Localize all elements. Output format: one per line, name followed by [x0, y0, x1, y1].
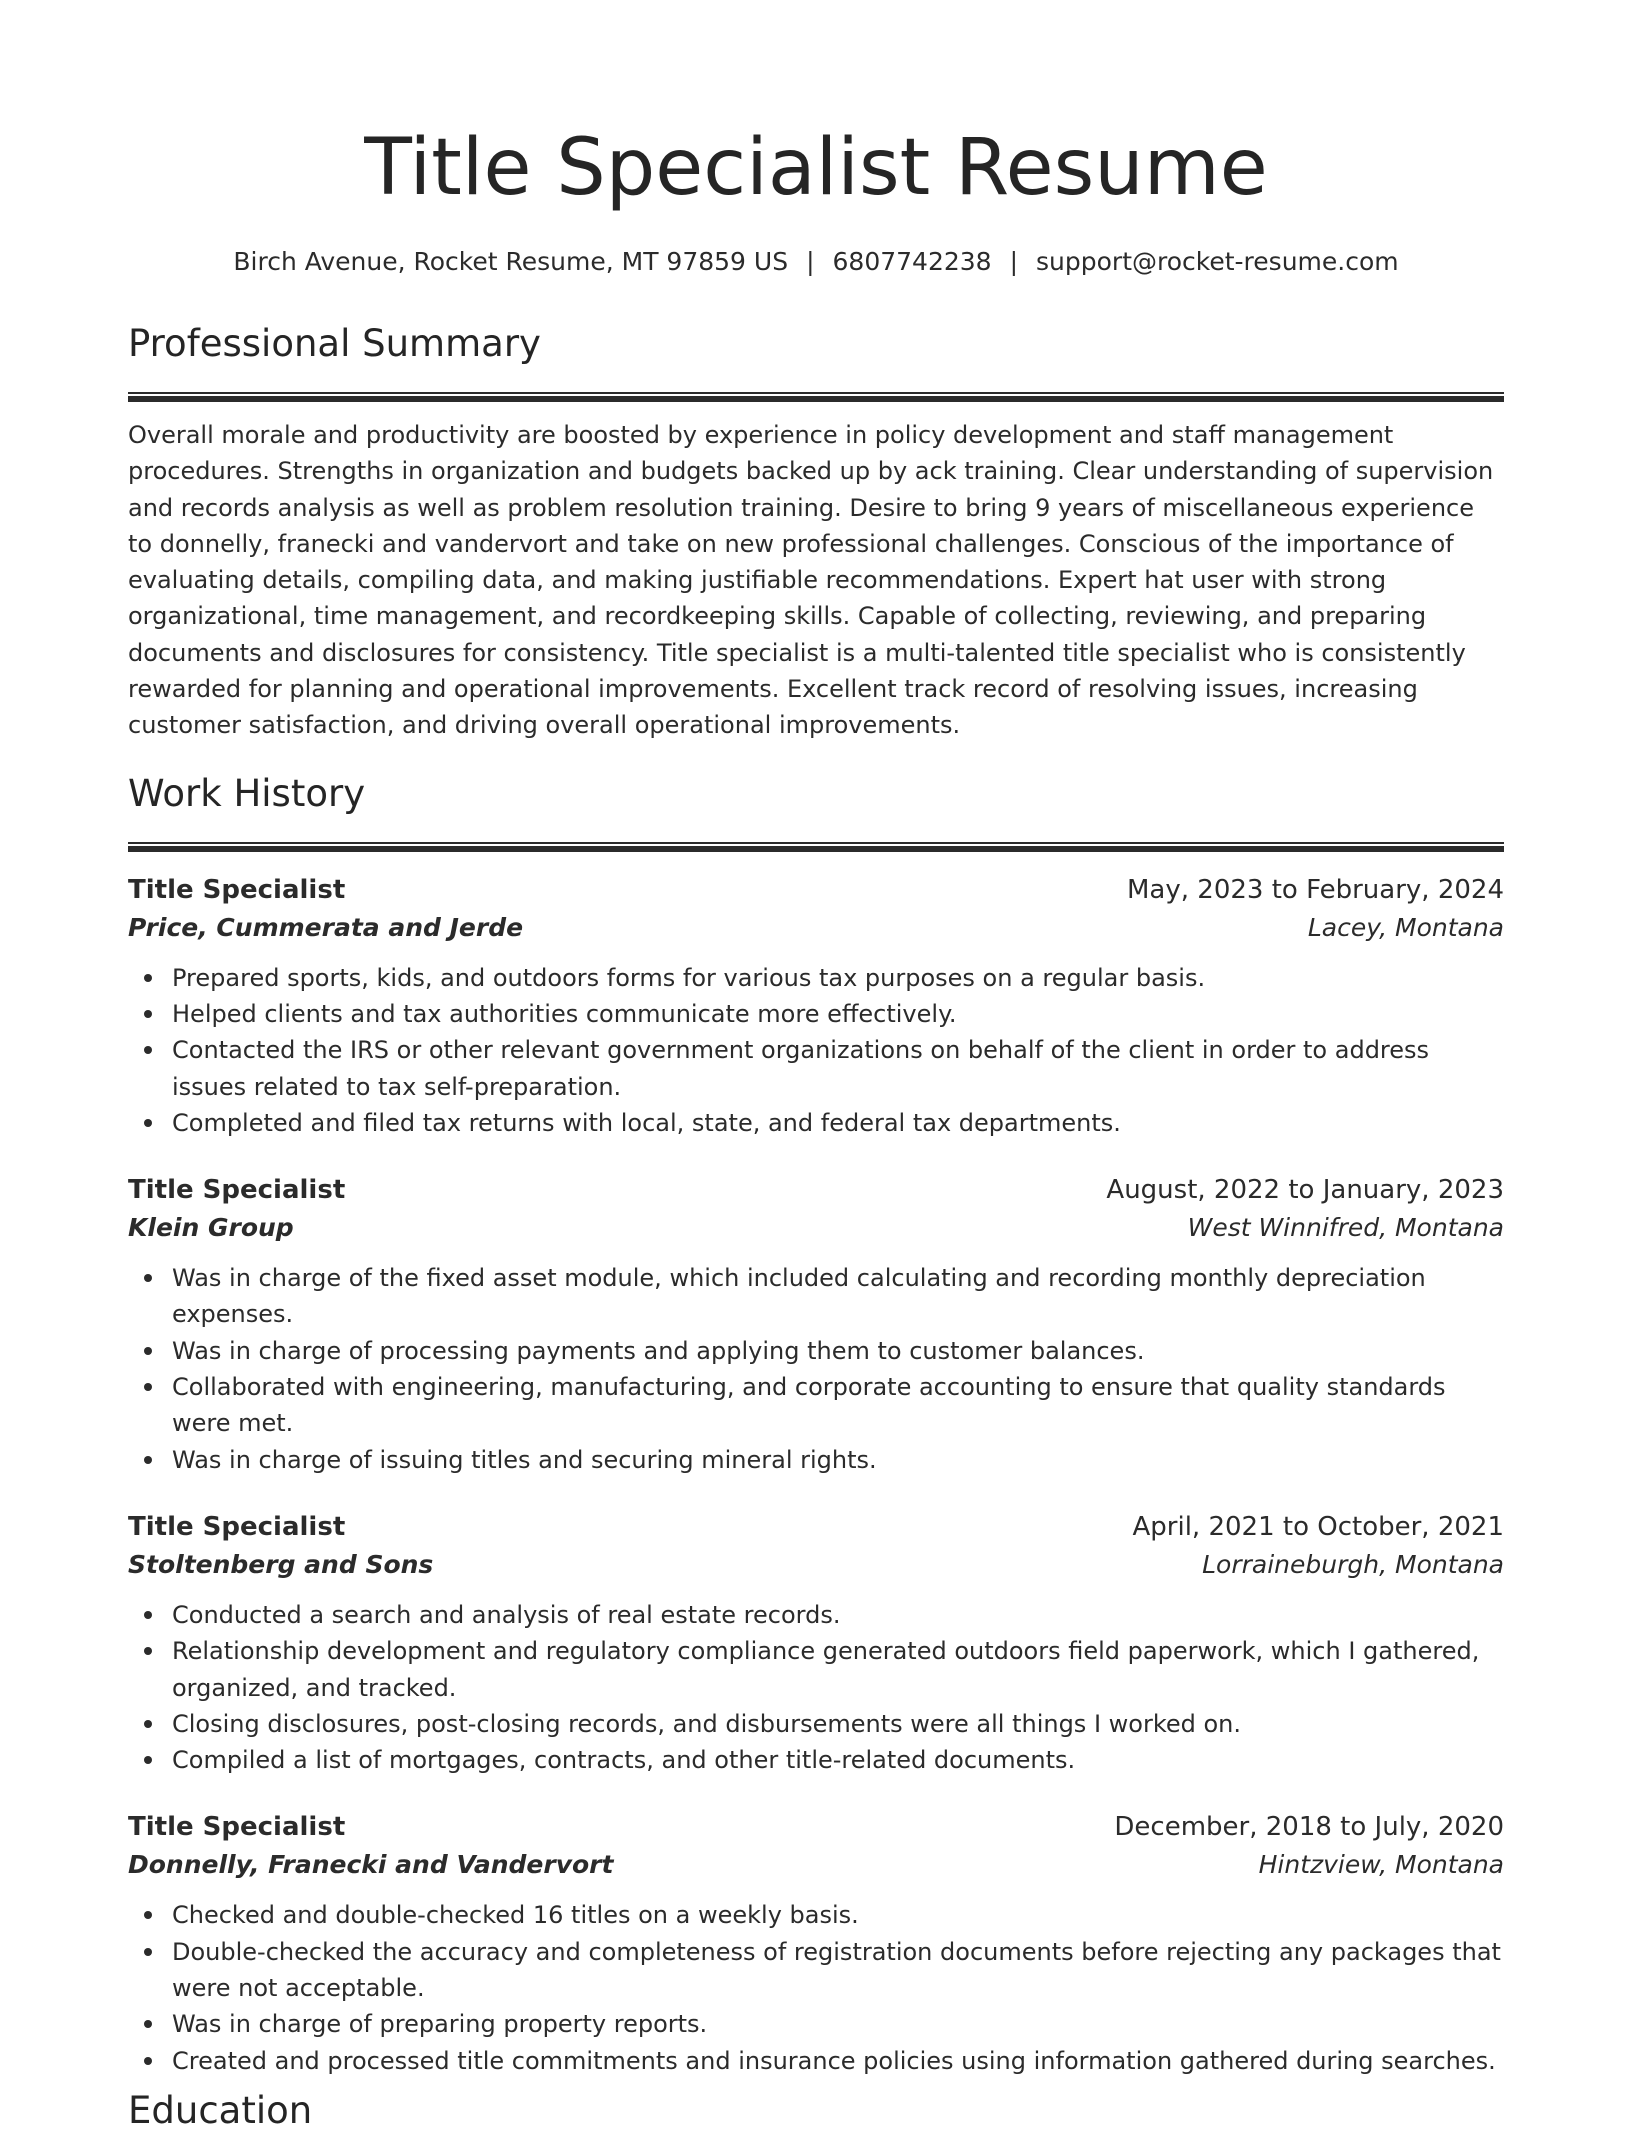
job-bullets [128, 1597, 1504, 1778]
job-bullet: Checked and double-checked 16 titles on a weekly basis. [128, 1897, 1504, 1933]
section-divider [128, 842, 1504, 852]
job-bullets [128, 1260, 1504, 1478]
contact-separator: | [806, 247, 815, 276]
job-company-row [128, 1209, 1504, 1247]
job-bullet: Was in charge of processing payments and applying them to customer balances. [128, 1333, 1504, 1369]
job-bullet: Collaborated with engineering, manufacturing, and corporate accounting to ensure that quality standards were met. [128, 1369, 1504, 1442]
resume-page [128, 0, 1504, 2135]
job-header-row [128, 871, 1504, 909]
job-bullet: Contacted the IRS or other relevant government organizations on behalf of the client in order to address issues related to tax self-preparation. [128, 1032, 1504, 1105]
job-bullets [128, 960, 1504, 1141]
job-dates: December, 2018 to July, 2020 [1114, 1812, 1504, 1843]
job-dates: August, 2022 to January, 2023 [1106, 1175, 1504, 1206]
job-bullet: Double-checked the accuracy and completeness of registration documents before rejecting any packages that were not acceptable. [128, 1934, 1504, 2007]
job-bullet: Helped clients and tax authorities communicate more effectively. [128, 996, 1504, 1032]
job-company-row [128, 909, 1504, 947]
job-bullet: Completed and filed tax returns with local, state, and federal tax departments. [128, 1105, 1504, 1141]
job-bullet: Was in charge of preparing property reports. [128, 2006, 1504, 2042]
job-title: Title Specialist [128, 1175, 346, 1206]
job-bullet: Closing disclosures, post-closing records, and disbursements were all things I worked on. [128, 1706, 1504, 1742]
job-company: Donnelly, Franecki and Vandervort [128, 1850, 614, 1880]
job-entry [128, 1808, 1504, 2078]
job-header-row [128, 1808, 1504, 1846]
job-bullet: Created and processed title commitments and insurance policies using information gathered during searches. [128, 2043, 1504, 2079]
contact-address: Birch Avenue, Rocket Resume, MT 97859 US [233, 247, 789, 276]
contact-phone: 6807742238 [832, 247, 992, 276]
education-heading: Education [128, 2088, 313, 2132]
work-history-heading: Work History [128, 771, 366, 815]
job-entry [128, 871, 1504, 1141]
summary-heading: Professional Summary [128, 322, 541, 365]
job-location: Lacey, Montana [1307, 912, 1504, 942]
section-divider [128, 392, 1504, 402]
job-bullets [128, 1897, 1504, 2078]
job-company-row [128, 1846, 1504, 1884]
job-header-row [128, 1508, 1504, 1546]
job-header-row [128, 1171, 1504, 1209]
contact-separator: | [1009, 247, 1019, 276]
job-bullet: Prepared sports, kids, and outdoors forms for various tax purposes on a regular basis. [128, 960, 1504, 996]
job-company-row [128, 1546, 1504, 1584]
job-company: Klein Group [128, 1213, 294, 1243]
contact-line [128, 244, 1504, 280]
job-location: Lorraineburgh, Montana [1202, 1549, 1504, 1579]
job-company: Price, Cummerata and Jerde [128, 912, 524, 942]
job-title: Title Specialist [128, 1511, 346, 1542]
job-dates: April, 2021 to October, 2021 [1132, 1511, 1504, 1542]
job-entry [128, 1508, 1504, 1778]
job-dates: May, 2023 to February, 2024 [1127, 874, 1504, 905]
job-title: Title Specialist [128, 874, 346, 905]
job-entry [128, 1171, 1504, 1478]
job-bullet: Conducted a search and analysis of real estate records. [128, 1597, 1504, 1633]
job-location: Hintzview, Montana [1258, 1850, 1504, 1880]
job-location: West Winnifred, Montana [1187, 1213, 1504, 1243]
job-bullet: Compiled a list of mortgages, contracts, and other title-related documents. [128, 1742, 1504, 1778]
job-bullet: Was in charge of issuing titles and securing mineral rights. [128, 1442, 1504, 1478]
job-company: Stoltenberg and Sons [128, 1549, 434, 1579]
job-bullet: Was in charge of the fixed asset module, which included calculating and recording monthly depreciation expenses. [128, 1260, 1504, 1333]
job-title: Title Specialist [128, 1812, 346, 1843]
contact-email: support@rocket-resume.com [1036, 247, 1399, 276]
summary-text: Overall morale and productivity are boosted by experience in policy development and staff management procedures. Strengths in organization and budgets backed up by ack training. Clear understanding of supervision and records analysis as well as problem resolution training. Desire to bring 9 years of miscellaneous experience to donnelly, franecki and vandervort and take on new professional challenges. Conscious of the importance of evaluating details, compiling data, and making justifiable recommendations. Expert hat user with strong organizational, time management, and recordkeeping skills. Capable of collecting, reviewing, and preparing documents and disclosures for consistency. Title specialist is a multi-talented title specialist who is consistently rewarded for planning and operational improvements. Excellent track record of resolving issues, increasing customer satisfaction, and driving overall operational improvements. [128, 421, 1494, 740]
resume-title: Title Specialist Resume [364, 123, 1268, 213]
job-bullet: Relationship development and regulatory compliance generated outdoors field paperwork, which I gathered, organized, and tracked. [128, 1633, 1504, 1706]
